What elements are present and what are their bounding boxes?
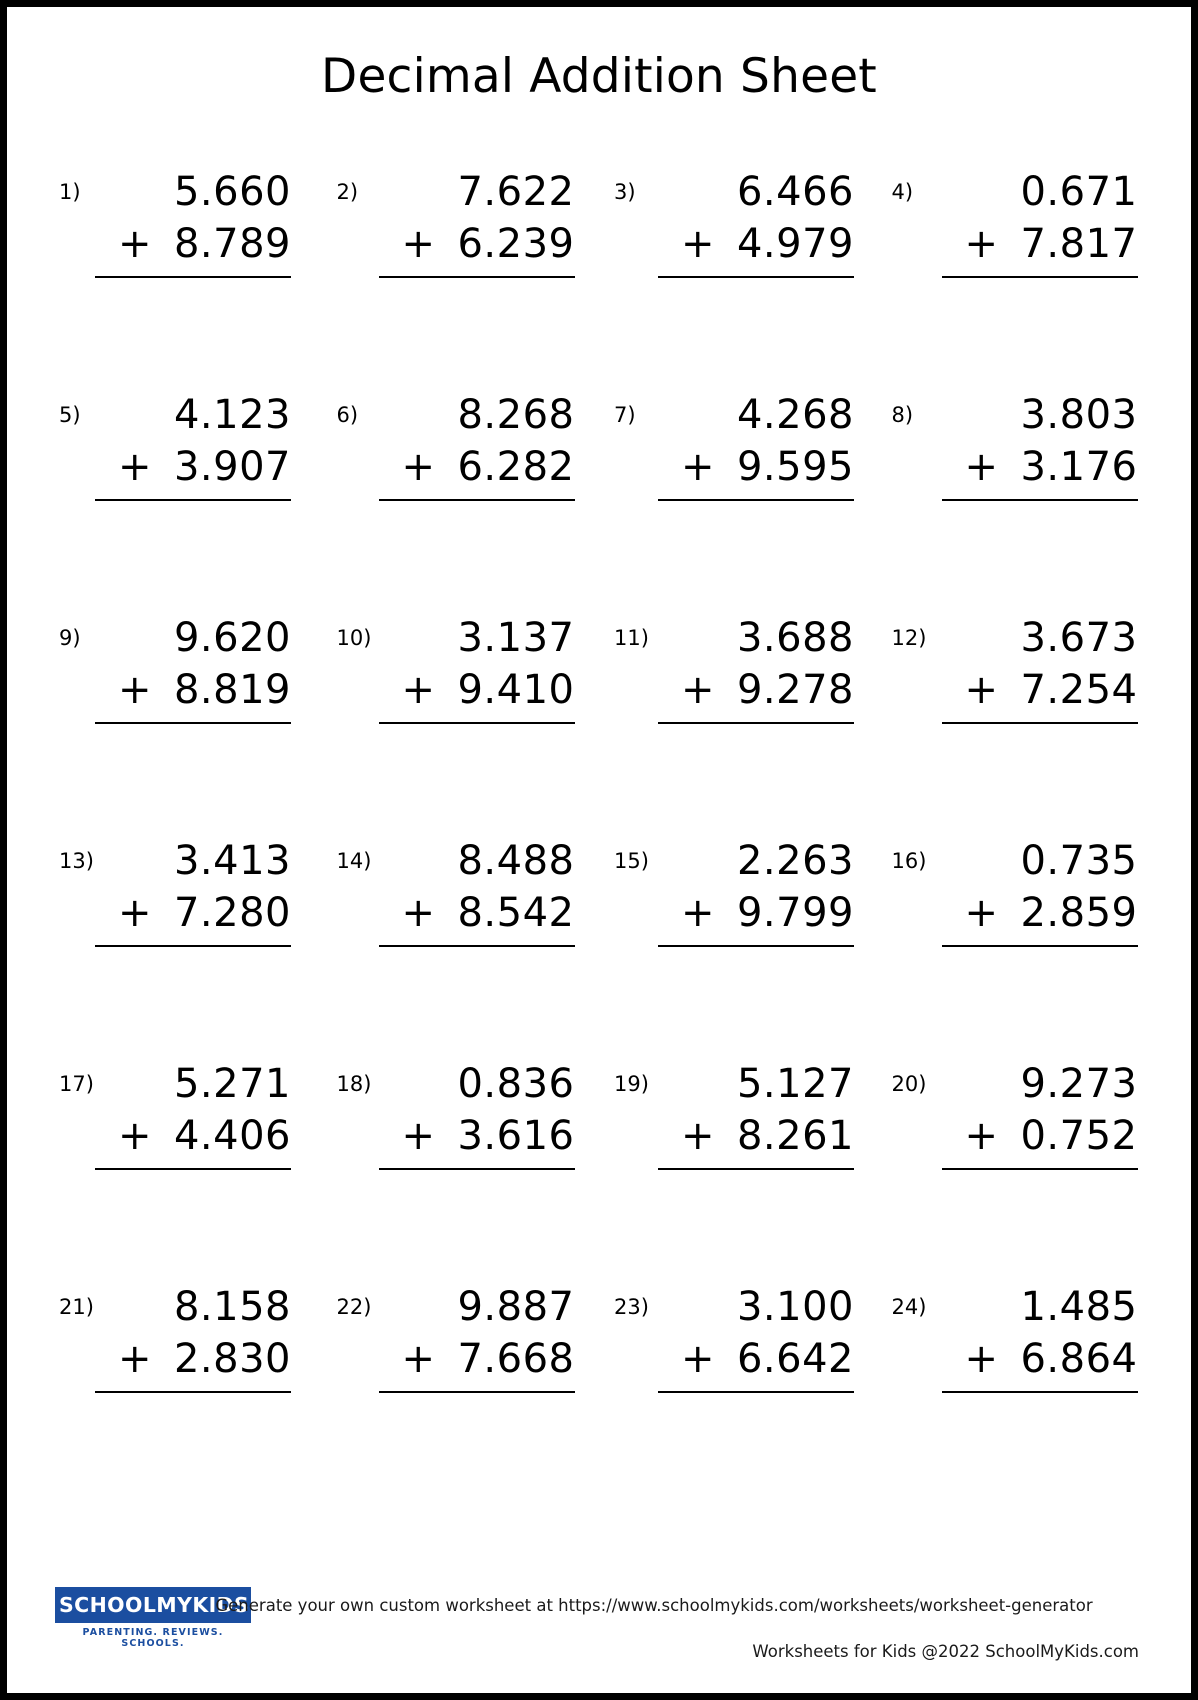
- answer-rule: [95, 722, 291, 724]
- problem-number: 14): [336, 849, 372, 873]
- answer-rule: [379, 1391, 575, 1393]
- problem-number: 7): [614, 403, 636, 427]
- plus-operator: +: [401, 890, 436, 936]
- addend-top-value: 7.622: [457, 169, 575, 215]
- problem-23: [602, 1281, 880, 1504]
- addend-bottom: [658, 441, 854, 493]
- addend-bottom-value: 7.280: [173, 890, 291, 936]
- answer-rule: [658, 722, 854, 724]
- generator-note: Generate your own custom worksheet at https://www.schoolmykids.com/worksheets/worksheet-generator: [215, 1596, 1093, 1615]
- problem-20: [880, 1058, 1158, 1281]
- plus-operator: +: [401, 444, 436, 490]
- addend-top-value: 3.413: [173, 838, 291, 884]
- problem-stack: [379, 1058, 575, 1170]
- addend-bottom-value: 9.278: [736, 667, 854, 713]
- plus-operator: +: [680, 667, 715, 713]
- addend-top-value: 4.268: [736, 392, 854, 438]
- problem-21: [47, 1281, 325, 1504]
- answer-rule: [379, 499, 575, 501]
- addend-bottom: [95, 218, 291, 270]
- plus-operator: +: [401, 667, 436, 713]
- answer-rule: [658, 1168, 854, 1170]
- copyright-note: Worksheets for Kids @2022 SchoolMyKids.com: [752, 1642, 1139, 1661]
- answer-rule: [379, 722, 575, 724]
- addend-top: [95, 166, 291, 218]
- addend-top-value: 6.466: [736, 169, 854, 215]
- problem-11: [602, 612, 880, 835]
- problem-number: 9): [59, 626, 81, 650]
- addend-bottom: [95, 1333, 291, 1385]
- problem-stack: [658, 1281, 854, 1393]
- page-title: Decimal Addition Sheet: [321, 49, 877, 104]
- addend-bottom: [942, 664, 1138, 716]
- addend-bottom-value: 2.830: [173, 1336, 291, 1382]
- addend-top-value: 5.660: [173, 169, 291, 215]
- addend-bottom-value: 7.817: [1020, 221, 1138, 267]
- problem-stack: [658, 835, 854, 947]
- addend-top-value: 0.671: [1020, 169, 1138, 215]
- problem-16: [880, 835, 1158, 1058]
- problem-13: [47, 835, 325, 1058]
- addend-top: [95, 1281, 291, 1333]
- problem-stack: [379, 1281, 575, 1393]
- addend-top: [942, 1058, 1138, 1110]
- plus-operator: +: [117, 1113, 152, 1159]
- addend-top-value: 3.688: [736, 615, 854, 661]
- addend-bottom: [95, 887, 291, 939]
- addend-top: [942, 1281, 1138, 1333]
- problem-5: [47, 389, 325, 612]
- addend-top: [658, 835, 854, 887]
- addend-top: [379, 166, 575, 218]
- problem-22: [325, 1281, 603, 1504]
- addend-top: [379, 612, 575, 664]
- addend-top-value: 1.485: [1020, 1284, 1138, 1330]
- problem-stack: [942, 835, 1138, 947]
- answer-rule: [658, 499, 854, 501]
- answer-rule: [942, 722, 1138, 724]
- addend-top-value: 9.273: [1020, 1061, 1138, 1107]
- problem-number: 20): [891, 1072, 927, 1096]
- problem-number: 17): [59, 1072, 94, 1096]
- problem-number: 15): [614, 849, 649, 873]
- problem-stack: [379, 389, 575, 501]
- addend-top-value: 2.263: [736, 838, 854, 884]
- answer-rule: [95, 945, 291, 947]
- problem-stack: [95, 612, 291, 724]
- problems-grid: [7, 166, 1191, 1504]
- addend-bottom: [95, 441, 291, 493]
- addend-top: [658, 389, 854, 441]
- answer-rule: [942, 1168, 1138, 1170]
- addend-top: [942, 166, 1138, 218]
- addend-bottom-value: 4.406: [173, 1113, 291, 1159]
- plus-operator: +: [401, 1336, 436, 1382]
- plus-operator: +: [964, 1113, 999, 1159]
- addend-top-value: 8.158: [173, 1284, 291, 1330]
- plus-operator: +: [117, 221, 152, 267]
- page-footer: [7, 1563, 1191, 1683]
- addend-top-value: 4.123: [173, 392, 291, 438]
- problem-number: 1): [59, 180, 81, 204]
- addend-bottom: [379, 1333, 575, 1385]
- addend-bottom-value: 3.176: [1020, 444, 1138, 490]
- addend-bottom: [942, 887, 1138, 939]
- addend-bottom: [95, 664, 291, 716]
- problem-3: [602, 166, 880, 389]
- logo-wordmark: SCHOOLMYKIDS: [55, 1587, 251, 1623]
- addend-top: [658, 1281, 854, 1333]
- addend-bottom-value: 8.789: [173, 221, 291, 267]
- addend-bottom: [379, 887, 575, 939]
- problem-stack: [379, 612, 575, 724]
- addend-top: [942, 835, 1138, 887]
- problem-stack: [379, 835, 575, 947]
- plus-operator: +: [680, 444, 715, 490]
- plus-operator: +: [680, 1113, 715, 1159]
- problem-stack: [942, 389, 1138, 501]
- answer-rule: [942, 499, 1138, 501]
- problem-stack: [379, 166, 575, 278]
- problem-stack: [942, 166, 1138, 278]
- problem-number: 18): [336, 1072, 372, 1096]
- addend-top-value: 0.836: [457, 1061, 575, 1107]
- problem-2: [325, 166, 603, 389]
- addend-top-value: 3.803: [1020, 392, 1138, 438]
- problem-number: 5): [59, 403, 81, 427]
- plus-operator: +: [680, 221, 715, 267]
- problem-1: [47, 166, 325, 389]
- addend-top-value: 3.673: [1020, 615, 1138, 661]
- addend-top: [379, 835, 575, 887]
- problem-number: 8): [891, 403, 914, 427]
- problem-number: 21): [59, 1295, 94, 1319]
- problem-number: 19): [614, 1072, 649, 1096]
- answer-rule: [95, 1168, 291, 1170]
- addend-top: [379, 1281, 575, 1333]
- addend-bottom-value: 9.799: [736, 890, 854, 936]
- addend-bottom-value: 9.595: [736, 444, 854, 490]
- problem-stack: [95, 389, 291, 501]
- plus-operator: +: [117, 444, 152, 490]
- addend-bottom-value: 2.859: [1020, 890, 1138, 936]
- addend-bottom-value: 6.642: [736, 1336, 854, 1382]
- problem-stack: [942, 1281, 1138, 1393]
- problem-4: [880, 166, 1158, 389]
- problem-number: 3): [614, 180, 636, 204]
- problem-number: 10): [336, 626, 372, 650]
- answer-rule: [942, 945, 1138, 947]
- problem-stack: [95, 1281, 291, 1393]
- addend-bottom-value: 8.261: [736, 1113, 854, 1159]
- problem-number: 24): [891, 1295, 927, 1319]
- addend-bottom-value: 7.254: [1020, 667, 1138, 713]
- answer-rule: [658, 945, 854, 947]
- problem-19: [602, 1058, 880, 1281]
- logo-tagline: PARENTING. REVIEWS. SCHOOLS.: [82, 1627, 224, 1649]
- answer-rule: [95, 276, 291, 278]
- problem-6: [325, 389, 603, 612]
- addend-top-value: 8.268: [457, 392, 575, 438]
- problem-number: 4): [891, 180, 914, 204]
- addend-top: [379, 389, 575, 441]
- plus-operator: +: [401, 221, 436, 267]
- addend-bottom-value: 6.864: [1020, 1336, 1138, 1382]
- problem-stack: [658, 166, 854, 278]
- plus-operator: +: [964, 444, 999, 490]
- addend-top-value: 5.271: [173, 1061, 291, 1107]
- addend-bottom-value: 9.410: [457, 667, 575, 713]
- addend-top-value: 0.735: [1020, 838, 1138, 884]
- problem-12: [880, 612, 1158, 835]
- addend-top: [658, 1058, 854, 1110]
- addend-bottom-value: 0.752: [1020, 1113, 1138, 1159]
- addend-top: [379, 1058, 575, 1110]
- answer-rule: [658, 276, 854, 278]
- addend-top-value: 9.620: [173, 615, 291, 661]
- problem-stack: [95, 835, 291, 947]
- problem-17: [47, 1058, 325, 1281]
- addend-top: [942, 389, 1138, 441]
- addend-top: [658, 166, 854, 218]
- problem-24: [880, 1281, 1158, 1504]
- problem-stack: [942, 1058, 1138, 1170]
- addend-top-value: 3.100: [736, 1284, 854, 1330]
- problem-stack: [95, 166, 291, 278]
- plus-operator: +: [680, 890, 715, 936]
- addend-top: [95, 1058, 291, 1110]
- problem-14: [325, 835, 603, 1058]
- problem-number: 11): [614, 626, 649, 650]
- addend-bottom-value: 4.979: [736, 221, 854, 267]
- plus-operator: +: [117, 1336, 152, 1382]
- addend-bottom: [658, 1110, 854, 1162]
- addend-bottom: [942, 1333, 1138, 1385]
- addend-bottom: [379, 218, 575, 270]
- answer-rule: [658, 1391, 854, 1393]
- addend-bottom: [95, 1110, 291, 1162]
- plus-operator: +: [117, 890, 152, 936]
- plus-operator: +: [117, 667, 152, 713]
- addend-bottom-value: 3.616: [457, 1113, 575, 1159]
- plus-operator: +: [964, 1336, 999, 1382]
- problem-number: 22): [336, 1295, 372, 1319]
- addend-top: [658, 612, 854, 664]
- problem-18: [325, 1058, 603, 1281]
- addend-bottom: [379, 441, 575, 493]
- answer-rule: [942, 276, 1138, 278]
- problem-8: [880, 389, 1158, 612]
- addend-bottom: [379, 1110, 575, 1162]
- addend-top-value: 9.887: [457, 1284, 575, 1330]
- problem-9: [47, 612, 325, 835]
- plus-operator: +: [964, 221, 999, 267]
- addend-bottom-value: 6.282: [457, 444, 575, 490]
- problem-number: 16): [891, 849, 927, 873]
- addend-bottom-value: 3.907: [173, 444, 291, 490]
- problem-number: 23): [614, 1295, 649, 1319]
- answer-rule: [379, 1168, 575, 1170]
- answer-rule: [942, 1391, 1138, 1393]
- problem-stack: [658, 612, 854, 724]
- problem-number: 13): [59, 849, 94, 873]
- addend-top-value: 5.127: [736, 1061, 854, 1107]
- problem-stack: [95, 1058, 291, 1170]
- addend-bottom-value: 8.819: [173, 667, 291, 713]
- addend-top: [942, 612, 1138, 664]
- addend-top: [95, 389, 291, 441]
- plus-operator: +: [964, 667, 999, 713]
- addend-bottom: [658, 218, 854, 270]
- addend-bottom-value: 6.239: [457, 221, 575, 267]
- plus-operator: +: [401, 1113, 436, 1159]
- addend-top: [95, 835, 291, 887]
- answer-rule: [95, 1391, 291, 1393]
- problem-number: 6): [336, 403, 359, 427]
- addend-top: [95, 612, 291, 664]
- addend-bottom: [658, 887, 854, 939]
- addend-bottom: [942, 1110, 1138, 1162]
- addend-bottom: [379, 664, 575, 716]
- problem-stack: [658, 1058, 854, 1170]
- problem-7: [602, 389, 880, 612]
- plus-operator: +: [680, 1336, 715, 1382]
- addend-bottom: [942, 441, 1138, 493]
- problem-stack: [658, 389, 854, 501]
- addend-bottom: [658, 1333, 854, 1385]
- addend-bottom-value: 7.668: [457, 1336, 575, 1382]
- problem-10: [325, 612, 603, 835]
- answer-rule: [379, 945, 575, 947]
- answer-rule: [379, 276, 575, 278]
- problem-number: 12): [891, 626, 927, 650]
- addend-bottom: [658, 664, 854, 716]
- answer-rule: [95, 499, 291, 501]
- addend-bottom: [942, 218, 1138, 270]
- addend-top-value: 3.137: [457, 615, 575, 661]
- problem-15: [602, 835, 880, 1058]
- problem-number: 2): [336, 180, 359, 204]
- plus-operator: +: [964, 890, 999, 936]
- addend-bottom-value: 8.542: [457, 890, 575, 936]
- problem-stack: [942, 612, 1138, 724]
- addend-top-value: 8.488: [457, 838, 575, 884]
